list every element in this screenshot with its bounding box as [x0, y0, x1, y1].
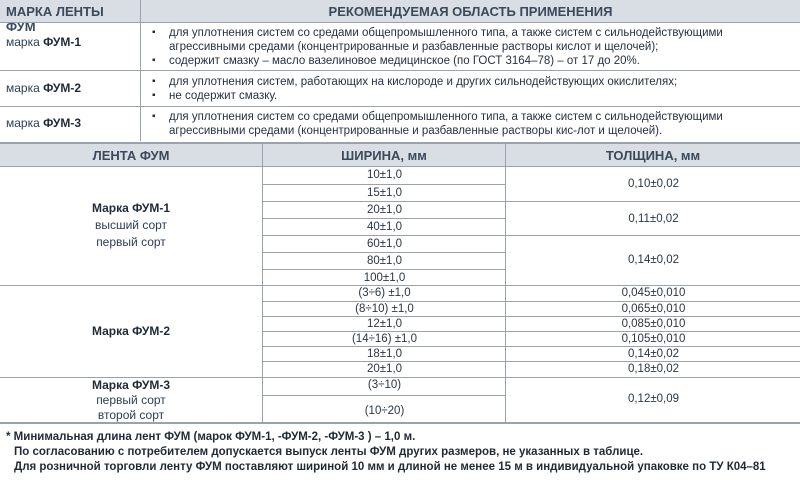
width-value: 40±1,0 — [263, 218, 506, 233]
bullet-item: ▪ для уплотнения систем, работающих на кислороде и других сильнодействующих окислителях; — [147, 75, 794, 89]
width-column — [262, 378, 505, 423]
mark-name: Марка ФУМ-2 — [91, 324, 171, 338]
mark-name: ФУМ-3 — [43, 116, 82, 130]
thickness-column — [505, 378, 800, 423]
bullet-item: ▪ для уплотнения систем со средами общепромышленного типа, а также систем с сильнодействующими агрессивными средами (концентрированные и разбавленные растворы кислот и щелочей); — [147, 26, 794, 54]
thickness-value: 0,045±0,010 — [621, 287, 686, 299]
bullet-item: ▪ для уплотнения систем со средами общепромышленного типа, а также систем с сильнодействующими агрессивными средами (концентрированные и разбавленные растворы кис-лот и щелочей). — [147, 110, 794, 138]
width-value: 12±1,0 — [263, 316, 506, 330]
grade-label: первый сорт — [96, 235, 166, 249]
mark-cell — [0, 286, 262, 378]
thickness-value: 0,11±0,02 — [506, 201, 800, 225]
note-line: Для розничной торговли ленту ФУМ поставляют шириной 10 мм и длиной не менее 15 м в индивидуальной упаковке по ТУ К04–81 — [14, 461, 766, 473]
size-header-width: ШИРИНА, мм — [262, 144, 505, 166]
notes — [0, 426, 800, 480]
thickness-value: 0,18±0,02 — [506, 361, 800, 375]
mark-prefix: марка — [6, 35, 40, 49]
width-value: 20±1,0 — [263, 201, 506, 216]
grade-label: второй сорт — [97, 408, 165, 422]
note-line: По согласованию с потребителем допускается выпуск ленты ФУМ других размеров, не указанных в таблице. — [14, 446, 644, 458]
width-value: 18±1,0 — [263, 346, 506, 360]
mark-cell — [0, 167, 262, 286]
mark-prefix: марка — [6, 116, 40, 130]
thickness-value: 0,14±0,02 — [506, 346, 800, 360]
width-value: (8÷10) ±1,0 — [263, 301, 506, 315]
mark-cell — [0, 23, 140, 71]
width-value: 10±1,0 — [366, 169, 403, 181]
thickness-value: 0,085±0,010 — [506, 316, 800, 330]
thickness-value: 0,14±0,02 — [506, 235, 800, 266]
thickness-value: 0,10±0,02 — [627, 178, 680, 190]
size-table — [0, 144, 800, 424]
width-value: (3÷10) — [367, 379, 402, 391]
application-table — [0, 0, 800, 144]
thickness-column — [505, 167, 800, 286]
thickness-column — [505, 286, 800, 378]
application-header-mark: МАРКА ЛЕНТЫ ФУМ — [0, 0, 140, 22]
width-column — [262, 167, 505, 286]
application-cell — [140, 23, 800, 71]
size-group — [0, 166, 800, 285]
grade-label: высший сорт — [94, 218, 168, 232]
thickness-value: 0,12±0,09 — [627, 393, 680, 405]
size-header-tape: ЛЕНТА ФУМ — [0, 144, 262, 166]
size-group — [0, 285, 800, 377]
width-value: (3÷6) ±1,0 — [358, 287, 411, 299]
mark-cell — [0, 378, 262, 425]
width-column — [262, 286, 505, 378]
width-value: 20±1,0 — [263, 361, 506, 375]
mark-name: ФУМ-1 — [43, 35, 82, 49]
application-header-area: РЕКОМЕНДУЕМАЯ ОБЛАСТЬ ПРИМЕНЕНИЯ — [140, 0, 800, 22]
mark-cell — [0, 107, 140, 141]
width-value: (10÷20) — [263, 395, 506, 417]
mark-name: Марка ФУМ-3 — [91, 378, 171, 392]
application-cell — [140, 107, 800, 141]
mark-prefix: марка — [6, 81, 40, 95]
grade-label: первый сорт — [96, 393, 166, 407]
width-value: (14÷16) ±1,0 — [263, 331, 506, 345]
bullet-item: ▪ содержит смазку – масло вазелиновое медицинское (по ГОСТ 3164–78) – от 17 до 20%. — [147, 54, 794, 68]
application-row — [0, 70, 800, 106]
thickness-value: 0,105±0,010 — [506, 331, 800, 345]
application-row — [0, 22, 800, 70]
application-row — [0, 106, 800, 140]
application-cell — [140, 71, 800, 107]
width-value: 60±1,0 — [263, 235, 506, 250]
size-header-thickness: ТОЛЩИНА, мм — [505, 144, 800, 166]
width-value: 100±1,0 — [263, 269, 506, 284]
mark-cell — [0, 71, 140, 107]
size-group — [0, 377, 800, 424]
width-value: 80±1,0 — [263, 252, 506, 267]
mark-name: Марка ФУМ-1 — [91, 201, 171, 215]
width-value: 15±1,0 — [263, 184, 506, 199]
bullet-item: ▪ не содержит смазку. — [147, 89, 794, 103]
note-line: * Минимальная длина лент ФУМ (марок ФУМ-1, -ФУМ-2, -ФУМ-3 ) – 1,0 м. — [6, 431, 416, 443]
thickness-value: 0,065±0,010 — [506, 301, 800, 315]
mark-name: ФУМ-2 — [43, 81, 82, 95]
